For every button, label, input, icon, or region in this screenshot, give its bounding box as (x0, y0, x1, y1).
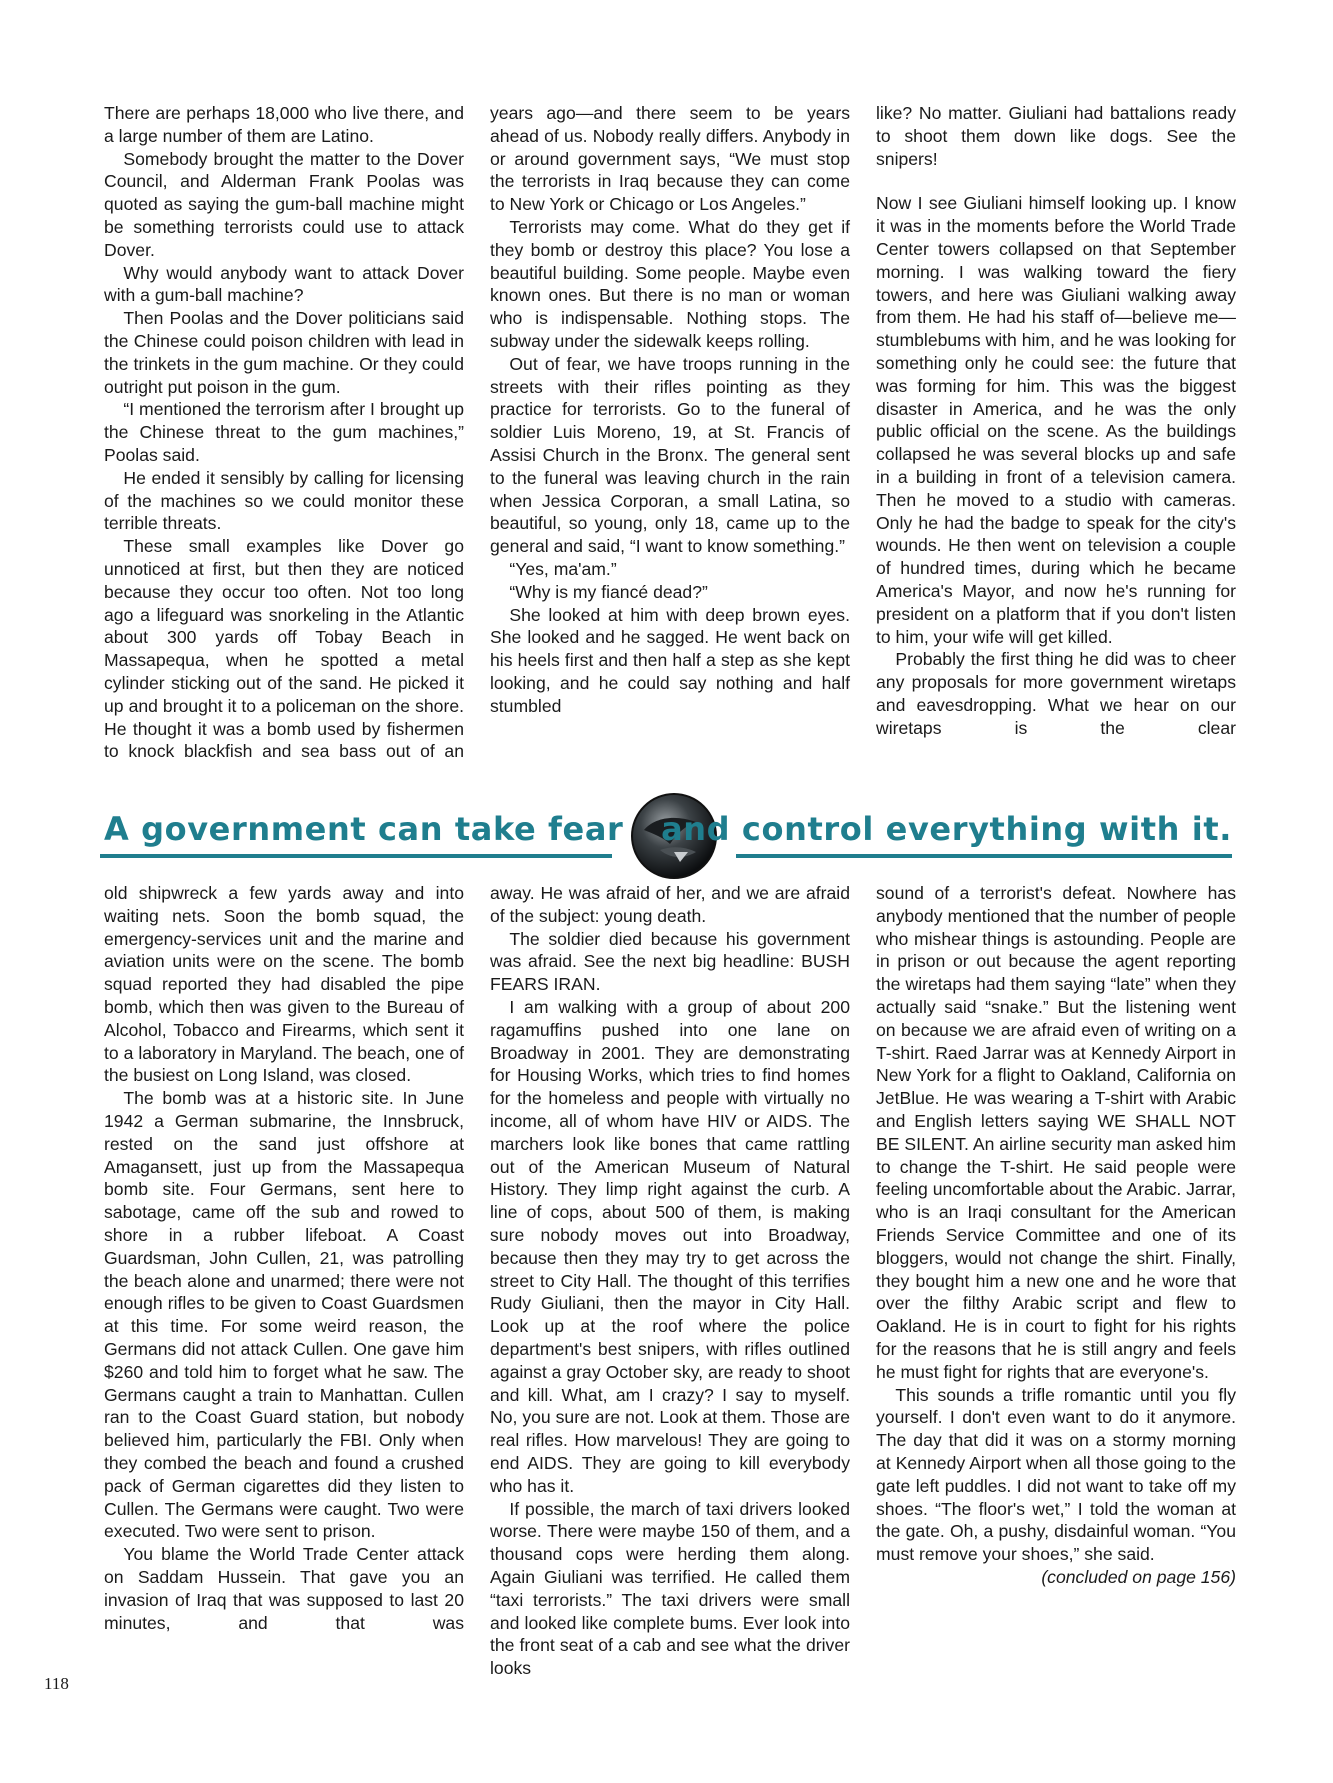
paragraph (876, 1384, 1236, 1587)
paragraph: Then Poolas and the Dover politicians said the Chinese could poison children with lead in the trinkets in the gum machine. Or they could outright put poison in the gum. (104, 308, 464, 397)
page-number: 118 (44, 1674, 69, 1693)
paragraph: old shipwreck a few yards away and into waiting nets. Soon the bomb squad, the emergency-services unit and the marine and aviation units were on the scene. The bomb squad reported they had disabled the pipe bomb, which then was given to the Bureau of Alcohol, Tobacco and Firearms, which sent it to a laboratory in Maryland. The beach, one of the busiest on Long Island, was closed. (104, 883, 464, 1086)
paragraph: away. He was afraid of her, and we are afraid of the subject: young death. (490, 883, 850, 926)
paragraph: years ago—and there seem to be years ahead of us. Nobody really differs. Anybody in or around government says, “We must stop the terrorists in Iraq because they can come to New York or Chicago or Los Angeles.” (490, 103, 850, 215)
pull-quote (100, 792, 1232, 862)
bottom-column-3 (876, 882, 1236, 1589)
paragraph: Now I see Giuliani himself looking up. I know it was in the moments before the World Trade Center towers collapsed on that September morning. I was walking toward the fiery towers, and here was Giuliani walking away from them. He had his staff of—believe me—stumblebums with him, and he was looking for something only he could see: the future that was forming for him. This was the biggest disaster in America, and he was the only public official on the scene. As the buildings collapsed he was several blocks up and safe in a building in front of a television camera. Then he moved to a studio with cameras. Only he had the badge to speak for the city's wounds. He then went on television a couple of hundred times, during which he became America's Mayor, and now he's running for president on a platform that if you don't listen to him, your wife will get killed. (876, 193, 1236, 647)
top-column-3 (876, 102, 1236, 740)
pull-quote-rule-left (100, 854, 612, 858)
paragraph: “Yes, ma'am.” (509, 558, 617, 579)
paragraph: He ended it sensibly by calling for licensing of the machines so we could monitor these terrible threats. (104, 467, 464, 534)
paragraph: Probably the first thing he did was to cheer any proposals for more government wiretaps and eavesdropping. What we hear on our wiretaps is the clear (876, 649, 1236, 738)
pull-quote-right: and control everything with it. (661, 810, 1232, 848)
continuation-note: (concluded on page 156) (1041, 1566, 1236, 1587)
paragraph: There are perhaps 18,000 who live there, and a large number of them are Latino. (104, 103, 464, 146)
top-column-2 (490, 102, 850, 718)
paragraph: sound of a terrorist's defeat. Nowhere has anybody mentioned that the number of people who mishear things is astounding. People are in prison or out because the agent reporting the wiretaps had them saying “late” when they actually said “snake.” But the listening went on because we are afraid even of writing on a T-shirt. Raed Jarrar was at Kennedy Airport in New York for a flight to Oakland, California on JetBlue. He was wearing a T-shirt with Arabic and English letters saying WE SHALL NOT BE SILENT. An airline security man asked him to change the T-shirt. He said people were feeling uncomfortable about the Arabic. Jarrar, who is an Iraqi consultant for the American Friends Service Committee and one of its bloggers, would not change the shirt. Finally, they bought him a new one and he wore that over the filthy Arabic script and flew to Oakland. He is in court to fight for his rights for the reasons that he is still angry and feels he must fight for rights that are everyone's. (876, 883, 1236, 1382)
paragraph: If possible, the march of taxi drivers looked worse. There were maybe 150 of them, and a thousand cops were herding them along. Again Giuliani was terrified. He called them “taxi terrorists.” The taxi drivers were small and looked like complete bums. Ever look into the front seat of a cab and see what the driver looks (490, 1498, 850, 1679)
paragraph: I am walking with a group of about 200 ragamuffins pushed into one lane on Broadway in 2001. They are demonstrating for Housing Works, which tries to find homes for the homeless and people with virtually no income, all of whom have HIV or AIDS. The marchers look like bones that came rattling out of the American Museum of Natural History. They limp right against the curb. A line of cops, about 500 of them, is making sure nobody moves out into Broadway, because then they may try to get across the street to City Hall. The thought of this terrifies Rudy Giuliani, then the mayor in City Hall. Look up at the roof where the police department's best snipers, with rifles outlined against a gray October sky, are ready to shoot and kill. What, am I crazy? I say to myself. No, you sure are not. Look at them. Those are real rifles. How marvelous! They are going to end AIDS. They are going to kill everybody who has it. (490, 996, 850, 1496)
bottom-column-1 (104, 882, 464, 1634)
paragraph: You blame the World Trade Center attack on Saddam Hussein. That gave you an invasion of Iraq that was supposed to last 20 minutes, and that was (104, 1544, 464, 1633)
paragraph: The bomb was at a historic site. In June 1942 a German submarine, the Innsbruck, rested on the sand just offshore at Amagansett, just up from the Massapequa bomb site. Four Germans, sent here to sabotage, came off the sub and rowed to shore in a rubber lifeboat. A Coast Guardsman, John Cullen, 21, was patrolling the beach alone and unarmed; there were not enough rifles to be given to Coast Guardsmen at this time. For some weird reason, the Germans did not attack Cullen. One gave him $260 and told him to forget what he saw. The Germans caught a train to Manhattan. Cullen ran to the Coast Guard station, but nobody believed him, particularly the FBI. Only when they combed the beach and found a crushed pack of German cigarettes did they listen to Cullen. The Germans were caught. Two were executed. Two were sent to prison. (104, 1088, 464, 1542)
paragraph: These small examples like Dover go unnoticed at first, but then they are noticed because they occur too often. Not too long ago a lifeguard was snorkeling in the Atlantic about 300 yards off Tobay Beach in Massapequa, when he spotted a metal cylinder sticking out of the sand. He picked it up and brought it to a policeman on the shore. He thought it was a bomb used by fishermen to knock blackfish and sea bass out of an (104, 536, 464, 762)
paragraph: She looked at him with deep brown eyes. She looked and he sagged. He went back on his heels first and then half a step as she kept looking, and he could say nothing and half stumbled (490, 604, 850, 716)
paragraph: like? No matter. Giuliani had battalions ready to shoot them down like dogs. See the snipers! (876, 103, 1236, 169)
pull-quote-left: A government can take fear (104, 810, 624, 848)
pull-quote-rule-right (736, 854, 1232, 858)
bottom-column-2 (490, 882, 850, 1680)
paragraph: Why would anybody want to attack Dover with a gum-ball machine? (104, 262, 464, 306)
paragraph: Terrorists may come. What do they get if they bomb or destroy this place? You lose a beautiful building. Some people. Maybe even known ones. But there is no man or woman who is indispensable. Nothing stops. The subway under the sidewalk keeps rolling. (490, 216, 850, 351)
paragraph: “I mentioned the terrorism after I brought up the Chinese threat to the gum machines,” Poolas said. (104, 399, 464, 465)
paragraph: Out of fear, we have troops running in the streets with their rifles pointing as they practice for terrorists. Go to the funeral of soldier Luis Moreno, 19, at St. Francis of Assisi Church in the Bronx. The general sent to the funeral was leaving church in the rain when Jessica Corporan, a small Latina, so beautiful, so young, only 18, came up to the general and said, “I want to know something.” (490, 353, 850, 557)
paragraph: Somebody brought the matter to the Dover Council, and Alderman Frank Poolas was quoted as saying the gum-ball machine might be something terrorists could use to attack Dover. (104, 148, 464, 260)
paragraph-text: This sounds a trifle romantic until you fly yourself. I don't even want to do it anymore. The day that did it was on a stormy morning at Kennedy Airport when all those going to the gate left puddles. I did not want to take off my shoes. “The floor's wet,” I told the woman at the gate. Oh, a pushy, disdainful woman. “You must remove your shoes,” she said. (876, 1384, 1236, 1565)
paragraph: The soldier died because his government was afraid. See the next big headline: BUSH FEARS IRAN. (490, 928, 850, 995)
paragraph: “Why is my fiancé dead?” (509, 581, 708, 602)
top-column-1 (104, 102, 464, 763)
